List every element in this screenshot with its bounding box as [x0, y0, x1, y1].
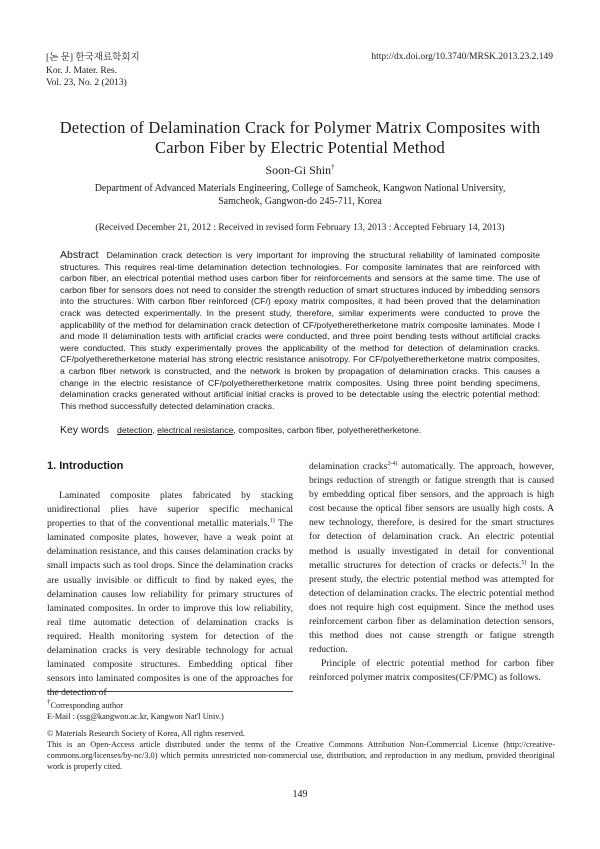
keywords-rest: , composites, carbon fiber, polyetheretherketone. [233, 425, 422, 435]
right-column [309, 460, 554, 686]
section-heading: 1. Introduction [47, 460, 124, 472]
abstract [60, 250, 540, 412]
corr-email[interactable]: E-Mail : (ssg@kangwon.ac.kr, Kangwon Nat'l Univ.) [47, 711, 224, 721]
paper-title: Detection of Delamination Crack for Polymer Matrix Composites with Carbon Fiber by Electric Potential Method [59, 118, 541, 157]
page-number: 149 [292, 789, 308, 800]
intro-paragraph-2: Principle of electric potential method for carbon fiber reinforced polymer matrix composites(CF/PMC) as follows. [309, 658, 554, 684]
affiliation [60, 182, 540, 208]
reference-mark: 5) [521, 559, 527, 566]
intro-text: Laminated composite plates fabricated by stacking unidirectional plies have superior specific mechanical properties to that of the conventional metallic materials. [47, 490, 293, 530]
left-column [47, 460, 293, 700]
reference-mark: 2-4) [387, 460, 398, 467]
journal-header [46, 52, 140, 90]
received-dates: (Received December 21, 2012 : Received in revised form February 13, 2013 : Accepted February 14, 2013) [95, 223, 505, 233]
doi-link[interactable]: http://dx.doi.org/10.3740/MRSK.2013.23.2.149 [371, 52, 553, 62]
author-line [0, 163, 600, 178]
intro-text: In the present study, the electric potential method was attempted for detection of delamination cracks. The electric potential method does not require high cost equipment. Since the method uses reinforcement carbon fiber as delamination detection sensors, this method does not cause strength or fatigue strength reduction. [309, 559, 554, 656]
intro-text: automatically. The approach, however, brings reduction of strength or fatigue strength that is caused by embedding optical fiber sensors, and the approach is high cost because the optical fiber sensors are usually high costs. A new technology, therefore, is desired for the smart structures for detection of delamination crack. An electric potential method is usually investigated in detail for conventional metallic structures for detection of cracks or defects. [309, 461, 554, 571]
journal-korean-name: [논 문] 한국재료학회지 [46, 53, 140, 63]
keywords: Key words detection, electrical resistance, composites, carbon fiber, polyetheretherketone. [60, 424, 422, 436]
license-text: This is an Open-Access article distributed under the terms of the Creative Commons Attribution Non-Commercial License (http://creative-commons.org/licenses/by-nc/3.0) which permits unrestricted non-commercial use, distribution, and reproduction in any medium, provided theoriginal work is properly cited. [47, 740, 555, 771]
reference-mark: 1) [269, 518, 275, 524]
author-name: Soon-Gi Shin [265, 163, 332, 177]
footnote-rule [47, 691, 293, 692]
affiliation-line-2: Samcheok, Gangwon-do 245-711, Korea [218, 196, 382, 207]
intro-paragraph-1 [47, 489, 293, 700]
journal-volume: Vol. 23, No. 2 (2013) [46, 78, 127, 88]
abstract-label: Abstract [60, 249, 99, 261]
keyword-electrical-resistance[interactable]: electrical resistance [157, 425, 234, 435]
keyword-detection[interactable]: detection [117, 425, 153, 435]
intro-paragraph-1-cont [309, 460, 554, 657]
abstract-text: Delamination crack detection is very important for improving the structural reliability of laminated composite structures. This requires real-time delamination detection technologies. For composite laminates that are reinforced with carbon fiber, an electrical potential method uses carbon fiber for reinforcements and sensors at the same time. The use of carbon fiber for sensors does not need to consider the strength reduction of smart structures induced by imbedding sensors into the structures. With carbon fiber reinforced (CF/) epoxy matrix composites, it had been proved that the delamination crack was detected experimentally. In the present study, therefore, similar experiments were conducted to prove the applicability of the method for delamination crack detection of CF/polyetheretherketone matrix composite laminates. Mode I and mode II delamination tests with artificial cracks were conducted, and three point bending tests without artificial cracks were conducted. This study experimentally proves the applicability of the method for detection of delamination cracks. CF/polyetheretherketone material has strong electric resistance anisotropy. For CF/polyetheretherketone matrix composites, a carbon fiber network is constructed, and the network is broken by propagation of delamination cracks. This causes a change in the electric resistance of CF/polyetheretherketone matrix composites. Using three point bending specimens, delamination cracks generated without artificial initial cracks is proved to be detectable using the electric potential method: This method successfully detected delamination cracks. [60, 250, 540, 411]
correspondence-footnote [47, 697, 555, 722]
corr-mark: † [47, 699, 51, 706]
copyright: © Materials Research Society of Korea, All rights reserved. [47, 729, 245, 738]
corr-label: Corresponding author [50, 700, 124, 710]
affiliation-line-1: Department of Advanced Materials Engineering, College of Samcheok, Kangwon National University, [94, 183, 506, 194]
keywords-label: Key words [60, 424, 110, 436]
journal-abbrev: Kor. J. Mater. Res. [46, 65, 117, 76]
author-mark: † [331, 163, 335, 171]
license-footnote [47, 728, 555, 772]
intro-text: delamination cracks [309, 461, 388, 472]
intro-text: The laminated composite plates, however, have a weak point at delamination resistance, and this causes delamination cracks by small impacts such as tool drops. Since the delamination cracks are usually invisible or difficult to find by naked eyes, the delamination causes low reliability for primary structures of laminated composites. In order to improve this low reliability, real time automatic detection of delamination cracks is required. Health monitoring system for detection of the delamination cracks is very desirable technology for actual laminated composite structures. Embedding optical fiber sensors into laminated composites is one of the approaches for the detection of [47, 518, 293, 699]
